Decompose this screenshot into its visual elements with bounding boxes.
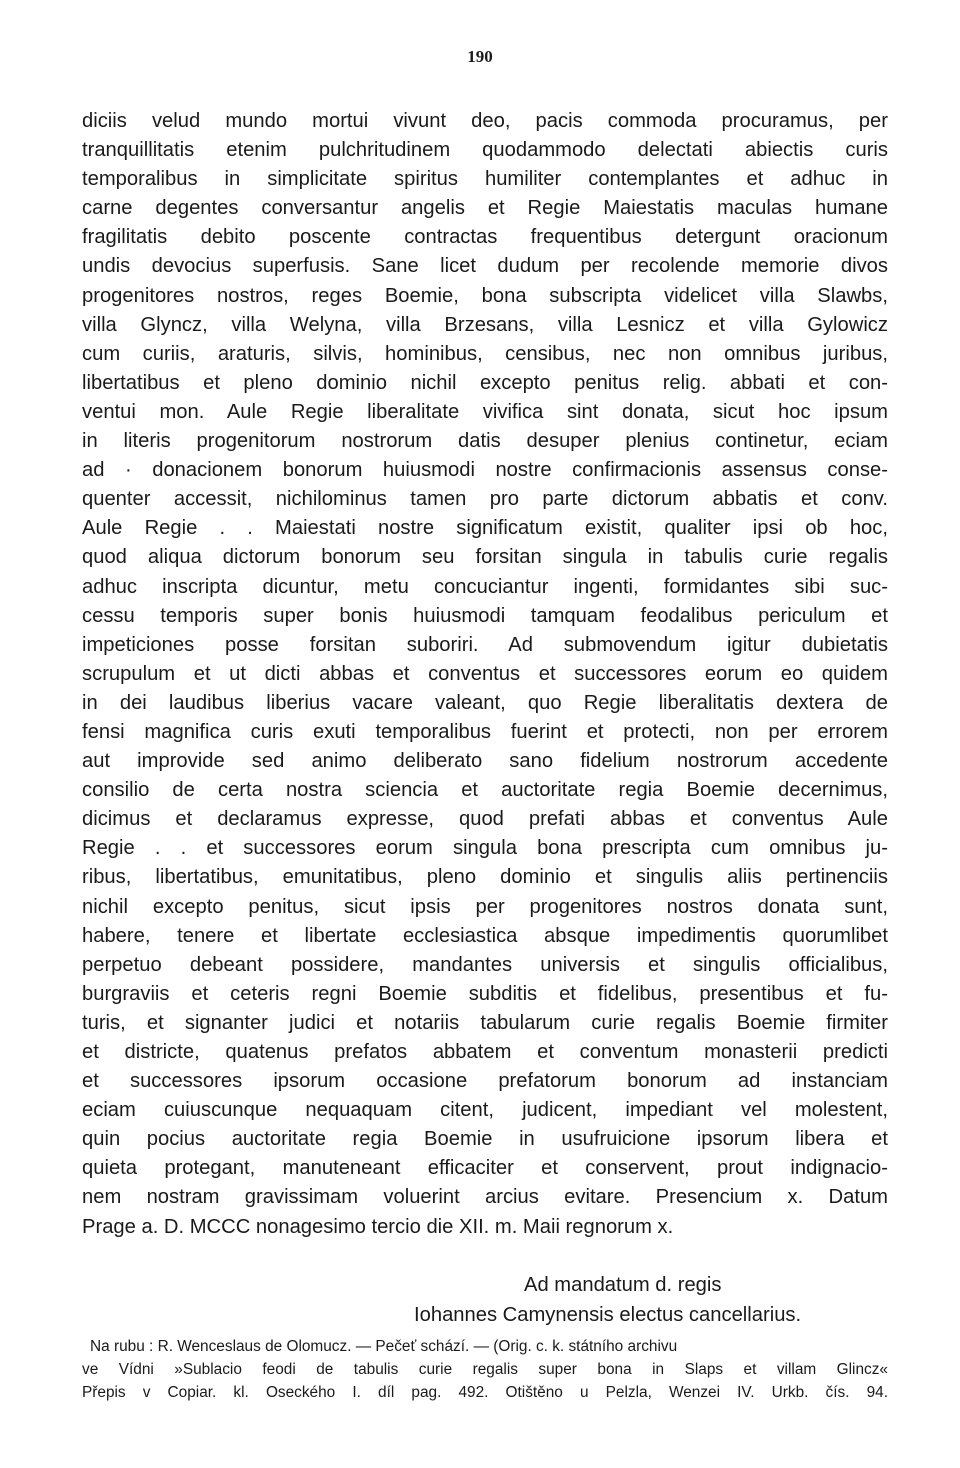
body-line: Aule Regie . . Maiestati nostre significatum existit, qualiter ipsi ob hoc, xyxy=(82,517,888,540)
signature-mandate: Ad mandatum d. regis xyxy=(524,1274,722,1296)
body-line: ventui mon. Aule Regie liberalitate vivifica sint donata, sicut hoc ipsum xyxy=(82,400,888,423)
body-line: undis devocius superfusis. Sane licet dudum per recolende memorie divos xyxy=(82,255,888,278)
body-line: tranquillitatis etenim pulchritudinem quodammodo delectati abiectis curis xyxy=(82,139,888,162)
body-line: in dei laudibus liberius vacare valeant, quo Regie liberalitatis dextera de xyxy=(82,691,888,714)
body-line: eciam cuiuscunque nequaquam citent, judicent, impediant vel molestent, xyxy=(82,1099,888,1122)
body-line: ad · donacionem bonorum huiusmodi nostre confirmacionis assensus conse- xyxy=(82,459,888,482)
body-line: libertatibus et pleno dominio nichil excepto penitus relig. abbati et con- xyxy=(82,371,888,394)
body-line: et districte, quatenus prefatos abbatem et conventum monasterii predicti xyxy=(82,1041,888,1063)
body-line: cum curiis, araturis, silvis, hominibus, censibus, nec non omnibus juribus, xyxy=(82,342,888,365)
body-line: quieta protegant, manuteneant efficaciter et conservent, prout indignacio- xyxy=(82,1157,888,1180)
body-line: consilio de certa nostra sciencia et auctoritate regia Boemie decernimus, xyxy=(82,779,888,802)
body-line: carne degentes conversantur angelis et Regie Maiestatis maculas humane xyxy=(82,197,888,220)
footnote-line: Na rubu : R. Wenceslaus de Olomucz. — Pečeť schází. — (Orig. c. k. státního archivu xyxy=(90,1338,678,1355)
body-line: ribus, libertatibus, emunitatibus, pleno dominio et singulis aliis pertinenciis xyxy=(82,866,888,889)
body-line: habere, tenere et libertate ecclesiastica absque impedimentis quorumlibet xyxy=(82,924,888,947)
body-line: fragilitatis debito poscente contractas frequentibus detergunt oracionum xyxy=(82,226,888,249)
body-line: quin pocius auctoritate regia Boemie in usufruicione ipsorum libera et xyxy=(82,1128,888,1151)
page-number: 190 xyxy=(467,47,493,66)
body-line: impeticiones posse forsitan suboriri. Ad submovendum igitur dubietatis xyxy=(82,633,888,656)
footnote-line: Přepis v Copiar. kl. Oseckého I. díl pag. 492. Otištěno u Pelzla, Wenzei IV. Urkb. čís. 94. xyxy=(82,1384,888,1401)
footnote-line: ve Vídni »Sublacio feodi de tabulis curie regalis super bona in Slaps et villam Glincz« xyxy=(82,1361,888,1378)
body-line: perpetuo debeant possidere, mandantes universis et singulis officialibus, xyxy=(82,953,888,976)
body-line: turis, et signanter judici et notariis tabularum curie regalis Boemie firmiter xyxy=(82,1011,888,1034)
body-line: Prage a. D. MCCC nonagesimo tercio die XII. m. Maii regnorum x. xyxy=(82,1215,674,1238)
body-line: cessu temporis super bonis huiusmodi tamquam feodalibus periculum et xyxy=(82,604,888,627)
body-line: scrupulum et ut dicti abbas et conventus et successores eorum eo quidem xyxy=(82,662,888,685)
body-line: nichil excepto penitus, sicut ipsis per progenitores nostros donata sunt, xyxy=(82,895,888,918)
body-line: temporalibus in simplicitate spiritus humiliter contemplantes et adhuc in xyxy=(82,168,888,191)
body-line: Regie . . et successores eorum singula bona prescripta cum omnibus ju- xyxy=(82,837,888,860)
body-line: nem nostram gravissimam voluerint arcius evitare. Presencium x. Datum xyxy=(82,1186,888,1209)
body-line: villa Glyncz, villa Welyna, villa Brzesans, villa Lesnicz et villa Gylowicz xyxy=(82,313,888,336)
body-line: aut improvide sed animo deliberato sano fidelium nostrorum accedente xyxy=(82,750,888,773)
body-line: fensi magnifica curis exuti temporalibus fuerint et protecti, non per errorem xyxy=(82,720,888,743)
body-line: burgraviis et ceteris regni Boemie subditis et fidelibus, presentibus et fu- xyxy=(82,982,888,1005)
body-line: diciis velud mundo mortui vivunt deo, pacis commoda procuramus, per xyxy=(82,110,888,132)
body-line: progenitores nostros, reges Boemie, bona subscripta videlicet villa Slawbs, xyxy=(82,284,888,307)
body-line: adhuc inscripta dicuntur, metu concuciantur ingenti, formidantes sibi suc- xyxy=(82,575,888,598)
body-text xyxy=(82,107,888,1242)
signature-chancellor: Iohannes Camynensis electus cancellarius. xyxy=(414,1304,802,1326)
body-line: quod aliqua dictorum bonorum seu forsitan singula in tabulis curie regalis xyxy=(82,546,888,569)
footnote xyxy=(82,1335,888,1404)
body-line: dicimus et declaramus expresse, quod prefati abbas et conventus Aule xyxy=(82,808,888,831)
body-line: et successores ipsorum occasione prefatorum bonorum ad instanciam xyxy=(82,1070,888,1093)
body-line: quenter accessit, nichilominus tamen pro parte dictorum abbatis et conv. xyxy=(82,488,888,511)
body-line: in literis progenitorum nostrorum datis desuper plenius continetur, eciam xyxy=(82,430,888,453)
